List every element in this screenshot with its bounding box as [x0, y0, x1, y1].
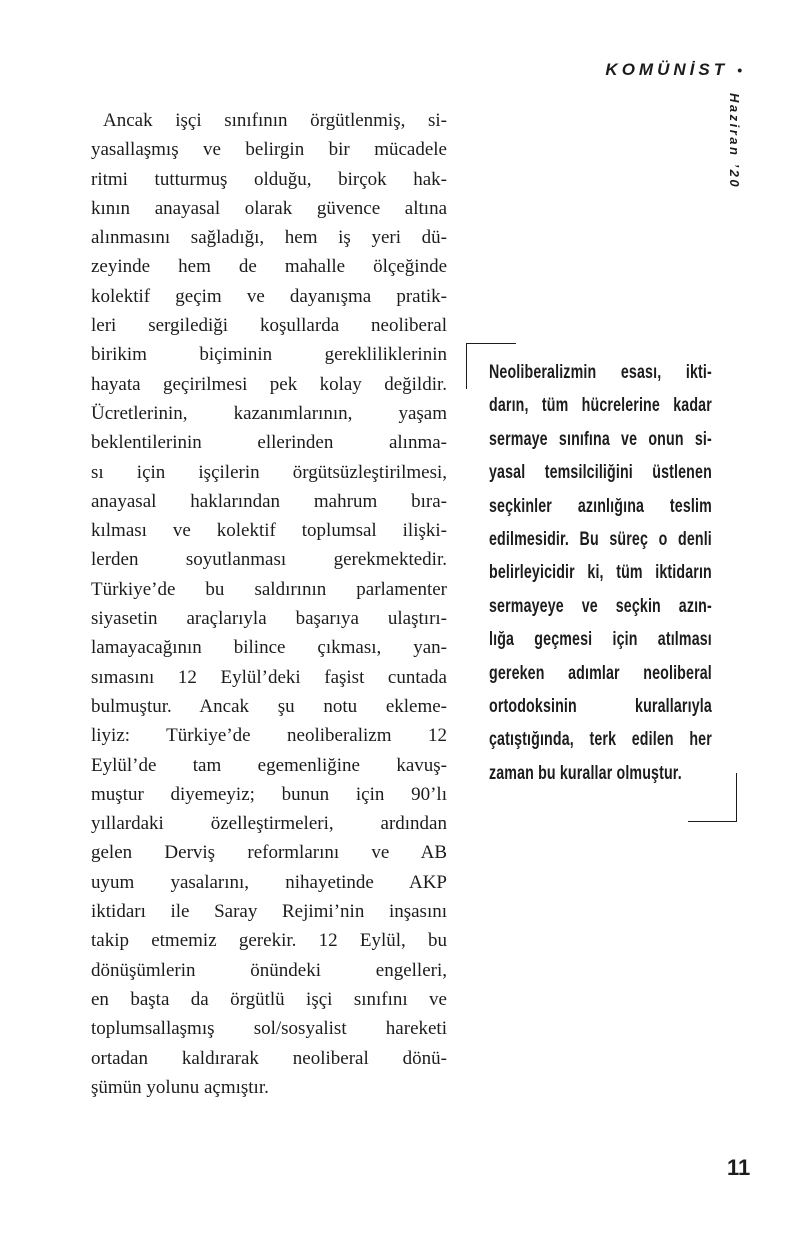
- pull-quote: [489, 356, 712, 790]
- text-line: sermayeye ve seçkin azın-: [489, 595, 712, 617]
- text-line: Eylül’de tam egemenliğine kavuş-: [91, 754, 447, 776]
- text-line: hayata geçirilmesi pek kolay değildir.: [91, 373, 447, 395]
- article-body: [91, 106, 447, 1102]
- text-line: ritmi tutturmuş olduğu, birçok hak-: [91, 168, 447, 190]
- text-line: lerden soyutlanması gerekmektedir.: [91, 549, 447, 571]
- text-line: Ücretlerinin, kazanımlarının, yaşam: [91, 402, 447, 424]
- text-line: çatıştığında, terk edilen her: [489, 729, 712, 751]
- quote-bracket-bottom-right: [688, 773, 737, 822]
- text-line: liyiz: Türkiye’de neoliberalizm 12: [91, 725, 447, 747]
- text-line: ortodoksinin kurallarıyla: [489, 695, 712, 717]
- text-line: Türkiye’de bu saldırının parlamenter: [91, 578, 447, 600]
- text-line: uyum yasalarını, nihayetinde AKP: [91, 871, 447, 893]
- text-line: sı için işçilerin örgütsüzleştirilmesi,: [91, 461, 447, 483]
- text-line: leri sergilediği koşullarda neoliberal: [91, 315, 447, 337]
- page-header: [605, 60, 742, 80]
- text-line: en başta da örgütlü işçi sınıfını ve: [91, 988, 447, 1010]
- text-line: zeyinde hem de mahalle ölçeğinde: [91, 256, 447, 278]
- text-line: sımasını 12 Eylül’deki faşist cuntada: [91, 666, 447, 688]
- text-line: siyasetin araçlarıyla başarıya ulaştırı-: [91, 608, 447, 630]
- text-line: birikim biçiminin gerekliliklerinin: [91, 344, 447, 366]
- issue-date-vertical: Haziran ’20: [727, 93, 742, 190]
- text-line: Ancak işçi sınıfının örgütlenmiş, si-: [103, 110, 447, 131]
- text-line: belirleyicidir ki, tüm iktidarın: [489, 562, 712, 584]
- text-line: sermaye sınıfına ve onun si-: [489, 428, 712, 450]
- text-line: takip etmemiz gerekir. 12 Eylül, bu: [91, 930, 447, 952]
- text-line: edilmesidir. Bu süreç o denli: [489, 528, 712, 550]
- text-line: lamayacağının bilince çıkması, yan-: [91, 637, 447, 659]
- text-line: bulmuştur. Ancak şu notu ekleme-: [91, 695, 447, 717]
- text-line: gelen Derviş reformlarını ve AB: [91, 842, 447, 864]
- text-line: kının anayasal olarak güvence altına: [91, 197, 447, 219]
- text-line: yasallaşmış ve belirgin bir mücadele: [91, 139, 447, 161]
- text-line: gereken adımlar neoliberal: [489, 662, 712, 684]
- text-line: zaman bu kurallar olmuştur.: [489, 762, 682, 784]
- text-line: muştur diyemeyiz; bunun için 90’lı: [91, 783, 447, 805]
- text-line: kolektif geçim ve dayanışma pratik-: [91, 285, 447, 307]
- text-line: yasal temsilciliğini üstlenen: [489, 462, 712, 484]
- text-line: kılması ve kolektif toplumsal ilişki-: [91, 520, 447, 542]
- magazine-title: KOMÜNİST: [605, 60, 729, 79]
- page-number: 11: [727, 1155, 751, 1180]
- text-line: ortadan kaldırarak neoliberal dönü-: [91, 1047, 447, 1069]
- text-line: seçkinler azınlığına teslim: [489, 495, 712, 517]
- text-line: Neoliberalizmin esası, ikti-: [489, 362, 712, 383]
- text-line: darın, tüm hücrelerine kadar: [489, 395, 712, 417]
- text-line: lığa geçmesi için atılması: [489, 629, 712, 651]
- text-line: dönüşümlerin önündeki engelleri,: [91, 959, 447, 981]
- text-line: şümün yolunu açmıştır.: [91, 1076, 269, 1098]
- text-line: anayasal haklarından mahrum bıra-: [91, 490, 447, 512]
- text-line: iktidarı ile Saray Rejimi’nin inşasını: [91, 901, 447, 923]
- text-line: beklentilerinin ellerinden alınma-: [91, 432, 447, 454]
- bullet-icon: •: [737, 62, 742, 78]
- text-line: alınmasını sağladığı, hem iş yeri dü-: [91, 227, 447, 249]
- text-line: toplumsallaşmış sol/sosyalist hareketi: [91, 1018, 447, 1040]
- text-line: yıllardaki özelleştirmeleri, ardından: [91, 813, 447, 835]
